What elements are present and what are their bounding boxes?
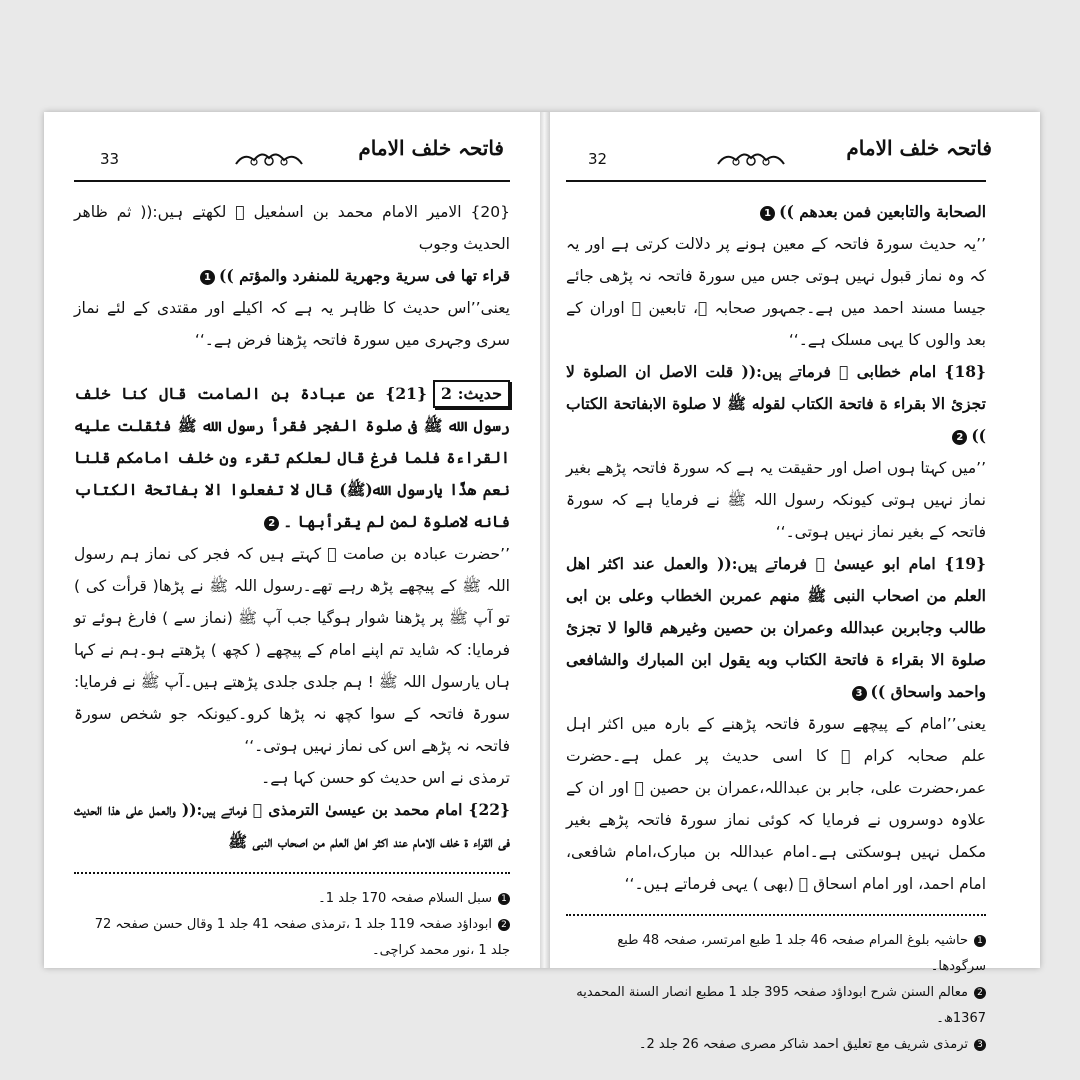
header-ornament: [716, 148, 786, 170]
paragraph: الصحابة والتابعین فمن بعدهم ))1: [566, 196, 986, 228]
hadith-label-box: حدیث: 2: [433, 380, 510, 408]
footnote: 2معالم السنن شرح ابوداؤد صفحہ 395 جلد 1 مطبع انصار السنة المحمدیه 1367ھ۔: [576, 985, 986, 1026]
page-body: [74, 196, 510, 964]
paragraph: {19} امام ابو عیسیٰ ﷫ فرماتے ہیں:(( والعمل عند اکثر اهل العلم من اصحاب النبی ﷺ منهم عمربن الخطاب وعلی بن ابی طالب وجابربن عبدالله وعمران بن حصین وغیرهم قالوا لا تجزیٔ صلوة الا بقراء ة فاتحة الکتاب وبه یقول ابن المبارك والشافعی واحمد واسحاق ))3: [566, 554, 986, 701]
left-page: [74, 136, 510, 958]
footnote: 1سبل السلام صفحہ 170 جلد 1۔: [74, 886, 510, 912]
page-number: 33: [100, 150, 120, 168]
footnote-divider: [74, 872, 510, 874]
running-title: فاتحہ خلف الامام: [846, 136, 992, 160]
paragraph: یعنی’’اس حدیث کا ظاہر یہ ہے کہ اکیلے اور مقتدی کے لئے نماز سری وجہری میں سورۃ فاتحہ پڑھنا فرض ہے۔‘‘: [74, 299, 510, 349]
footnote: 2ابوداؤد صفحہ 119 جلد 1 ،ترمذی صفحہ 41 جلد 1 وقال حسن صفحہ 72 جلد 1 ،نور محمد کراچی۔: [94, 917, 510, 958]
paragraph: {20} الامیر الامام محمد بن اسمٰعیل ﷫ لکھتے ہیں:(( ثم ظاهر الحدیث وجوب: [74, 203, 510, 253]
header-ornament: [234, 148, 304, 170]
book-gutter: [540, 112, 550, 968]
footnote-marker: 2: [952, 430, 967, 445]
running-title: فاتحہ خلف الامام: [358, 136, 504, 160]
right-page: [566, 136, 992, 1052]
footnote: 3ترمذی شریف مع تعلیق احمد شاکر مصری صفحہ 26 جلد 2۔: [566, 1032, 986, 1058]
footnote-divider: [566, 914, 986, 916]
paragraph: {22} امام محمد بن عیسیٰ الترمذی ﷫ فرماتے ہیں:(( والعمل علی هذا الحدیث فی القراء ة خلف الامام عند اکثر اهل العلم من اصحاب النبی ﷺ: [74, 800, 510, 851]
page-body: [566, 196, 986, 1058]
page-header: [566, 136, 992, 182]
footnote-marker: 1: [200, 270, 215, 285]
paragraph: قراء تها فی سریة وجهریة للمنفرد والمؤتم ))1: [74, 260, 510, 292]
footnote-marker: 2: [264, 516, 279, 531]
footnote-marker: 3: [852, 686, 867, 701]
paragraph: ’’میں کہتا ہوں اصل اور حقیقت یہ ہے کہ سورۃ فاتحہ پڑھے بغیر نماز نہیں ہوتی کیونکہ رسول اللہ ﷺ نے فرمایا ہے کہ سورۃ فاتحہ کے بغیر نماز نہیں ہوتی۔‘‘: [566, 459, 986, 541]
paragraph: {18} امام خطابی ﷫ فرماتے ہیں:(( قلت الاصل ان الصلوة لا تجزیٔ الا بقراء ة فاتحة الکتاب لقوله ﷺ لا صلوة الابفاتحة الکتاب ))2: [566, 362, 986, 445]
footnote-marker: 1: [760, 206, 775, 221]
paragraph: ترمذی نے اس حدیث کو حسن کہا ہے۔: [261, 769, 510, 787]
page-number: 32: [588, 150, 608, 168]
paragraph: حدیث: 2{21} عن عبادة بن الصامت قال کنا خلف رسول الله ﷺ فی صلوة الفجر فقرأ رسول الله ﷺ فثقلت علیه القراءة فلما فرغ قال لعلکم تقرء ون خلف امامکم قلنا نعم هذًا یارسول الله(ﷺ) قال لا تفعلوا الا بفاتحة الکتاب فانه لاصلوة لمن لم یقرأبها ۔2: [74, 378, 510, 538]
paragraph: یعنی’’امام کے پیچھے سورۃ فاتحہ پڑھنے کے بارہ میں اکثر اہل علم صحابہ کرام ﷢ کا اسی حدیث پر عمل ہے۔حضرت عمر،حضرت علی، جابر بن عبداللہ،عمران بن حصین ﷢ اور ان کے علاوہ دوسروں نے فرمایا کہ کوئی نماز سورۃ فاتحہ پڑھے بغیر مکمل نہیں ہوسکتی ہے۔امام عبداللہ بن مبارک،امام شافعی، امام احمد، اور امام اسحاق ﷭ (بھی ) یہی فرماتے ہیں۔‘‘: [566, 715, 986, 893]
paragraph: ’’حضرت عبادہ بن صامت ﷜ کہتے ہیں کہ فجر کی نماز ہم رسول اللہ ﷺ کے پیچھے پڑھ رہے تھے۔رسول اللہ ﷺ نے پڑھا( قرأت کی ) تو آپ ﷺ پر پڑھنا شوار ہوگیا جب آپ ﷺ (نماز سے ) فارغ ہوئے تو فرمایا: کہ شاید تم اپنے امام کے پیچھے ( کچھ ) پڑھتے ہو۔ہم نے کہا ہاں یارسول اللہ ﷺ ! ہم جلدی جلدی پڑھتے ہیں۔آپ ﷺ نے فرمایا: سورۃ فاتحہ کے سوا کچھ نہ پڑھا کرو۔کیونکہ جو شخص سورۃ فاتحہ نہ پڑھے اس کی نماز نہیں ہوتی۔‘‘: [74, 545, 510, 755]
paragraph: ’’یہ حدیث سورۃ فاتحہ کے معین ہونے پر دلالت کرتی ہے اور یہ کہ وہ نماز قبول نہیں ہوتی جس میں سورۃ فاتحہ نہ پڑھی جائے جیسا مسند احمد میں ہے۔جمہور صحابہ ﷢، تابعین ﷭ اوران کے بعد والوں کا یہی مسلک ہے۔‘‘: [566, 235, 986, 349]
page-header: [74, 136, 510, 182]
footnote: 1حاشیہ بلوغ المرام صفحہ 46 جلد 1 طبع امرتسر، صفحہ 48 طبع سرگودھا۔: [617, 933, 986, 974]
